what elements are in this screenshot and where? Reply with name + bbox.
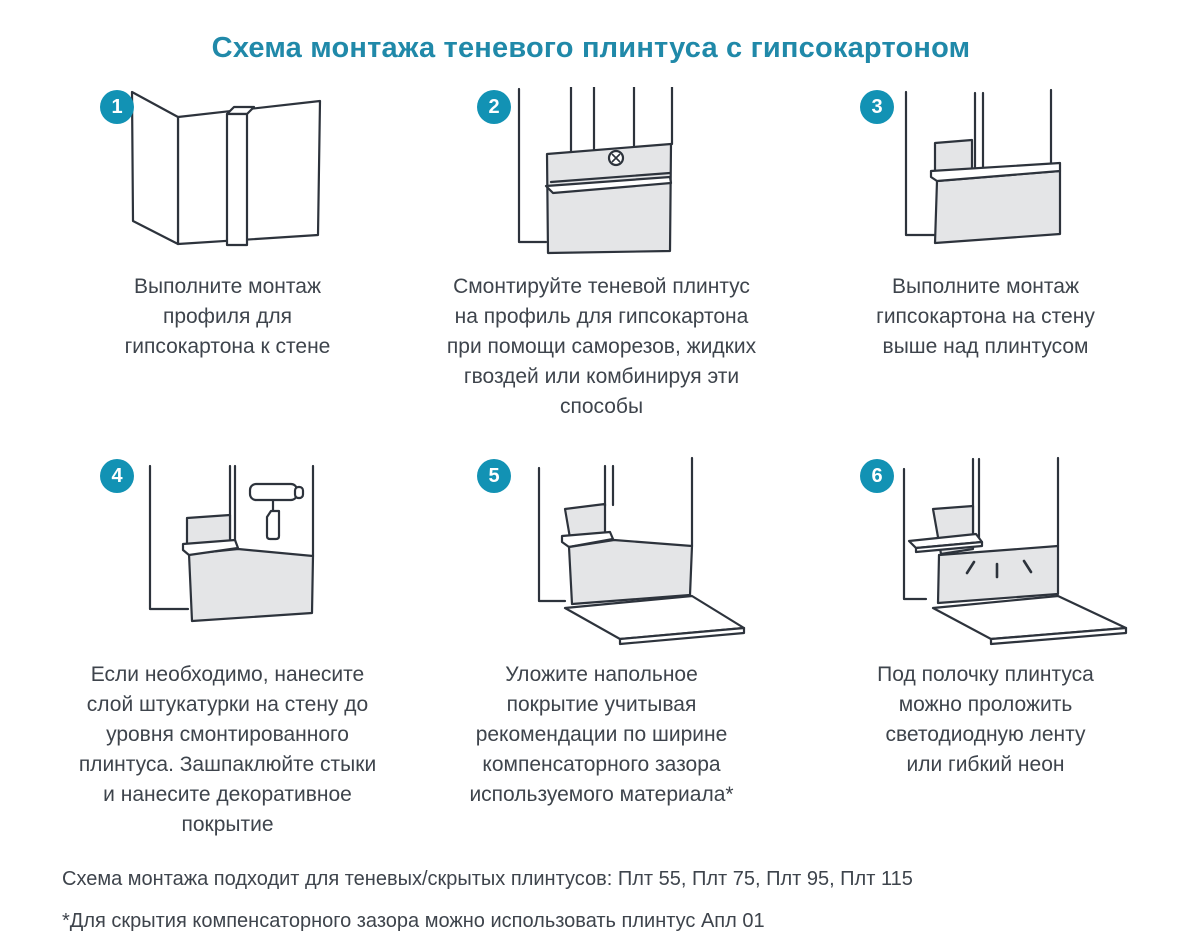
step-3-caption: Выполните монтаж гипсокартона на стену выше над плинтусом bbox=[876, 275, 1095, 358]
step-5 bbox=[409, 456, 794, 840]
screw-head-icon bbox=[609, 151, 623, 165]
step-1-caption: Выполните монтаж профиля для гипсокартона к стене bbox=[124, 275, 331, 358]
step-6-number: 6 bbox=[871, 464, 883, 487]
step-5-number-badge bbox=[477, 459, 511, 493]
step-3-figure bbox=[808, 87, 1163, 264]
step-1-number: 1 bbox=[111, 95, 123, 118]
step-6-number-badge bbox=[860, 459, 894, 493]
step-4 bbox=[60, 456, 395, 840]
step-1-number-badge bbox=[100, 90, 134, 124]
steps-grid bbox=[60, 87, 1122, 840]
step-6-figure bbox=[808, 456, 1163, 652]
step-5-caption: Уложите напольное покрытие учитывая рекомендации по ширине компенсаторного зазора используемого материала* bbox=[469, 663, 734, 806]
paint-roller-icon bbox=[250, 484, 303, 539]
step-2 bbox=[409, 87, 794, 422]
page-title: Схема монтажа теневого плинтуса с гипсокартоном bbox=[211, 32, 971, 64]
step-2-number: 2 bbox=[488, 95, 500, 118]
step-6 bbox=[808, 456, 1163, 840]
step-3-number: 3 bbox=[871, 95, 883, 118]
step-3-number-badge bbox=[860, 90, 894, 124]
step-2-figure bbox=[409, 87, 794, 264]
step-1-figure bbox=[60, 87, 395, 264]
step-3 bbox=[808, 87, 1163, 422]
step-4-figure bbox=[60, 456, 395, 652]
step-1 bbox=[60, 87, 395, 422]
footnote-models: Схема монтажа подходит для теневых/скрытых плинтусов: Плт 55, Плт 75, Плт 95, Плт 115 bbox=[62, 868, 913, 890]
step-4-caption: Если необходимо, нанесите слой штукатурки на стену до уровня смонтированного плинтуса. Зашпаклюйте стыки и нанесите декоративное покрытие bbox=[78, 663, 377, 836]
step-2-number-badge bbox=[477, 90, 511, 124]
step-4-number-badge bbox=[100, 459, 134, 493]
drywall-above-plinth-illustration bbox=[888, 87, 1083, 269]
step-4-number: 4 bbox=[111, 464, 123, 487]
step-5-figure bbox=[409, 456, 794, 652]
footnote-asterisk: *Для скрытия компенсаторного зазора можно использовать плинтус Апл 01 bbox=[62, 910, 765, 932]
wall-corner-profile-illustration bbox=[128, 87, 328, 257]
plinth-on-profile-illustration bbox=[509, 87, 694, 269]
step-5-number: 5 bbox=[488, 464, 500, 487]
plaster-paint-roller-illustration bbox=[120, 456, 335, 644]
step-6-caption: Под полочку плинтуса можно проложить светодиодную ленту или гибкий неон bbox=[877, 663, 1094, 776]
step-2-caption: Смонтируйте теневой плинтус на профиль для гипсокартона при помощи саморезов, жидких гвоздей или комбинируя эти способы bbox=[446, 275, 757, 418]
